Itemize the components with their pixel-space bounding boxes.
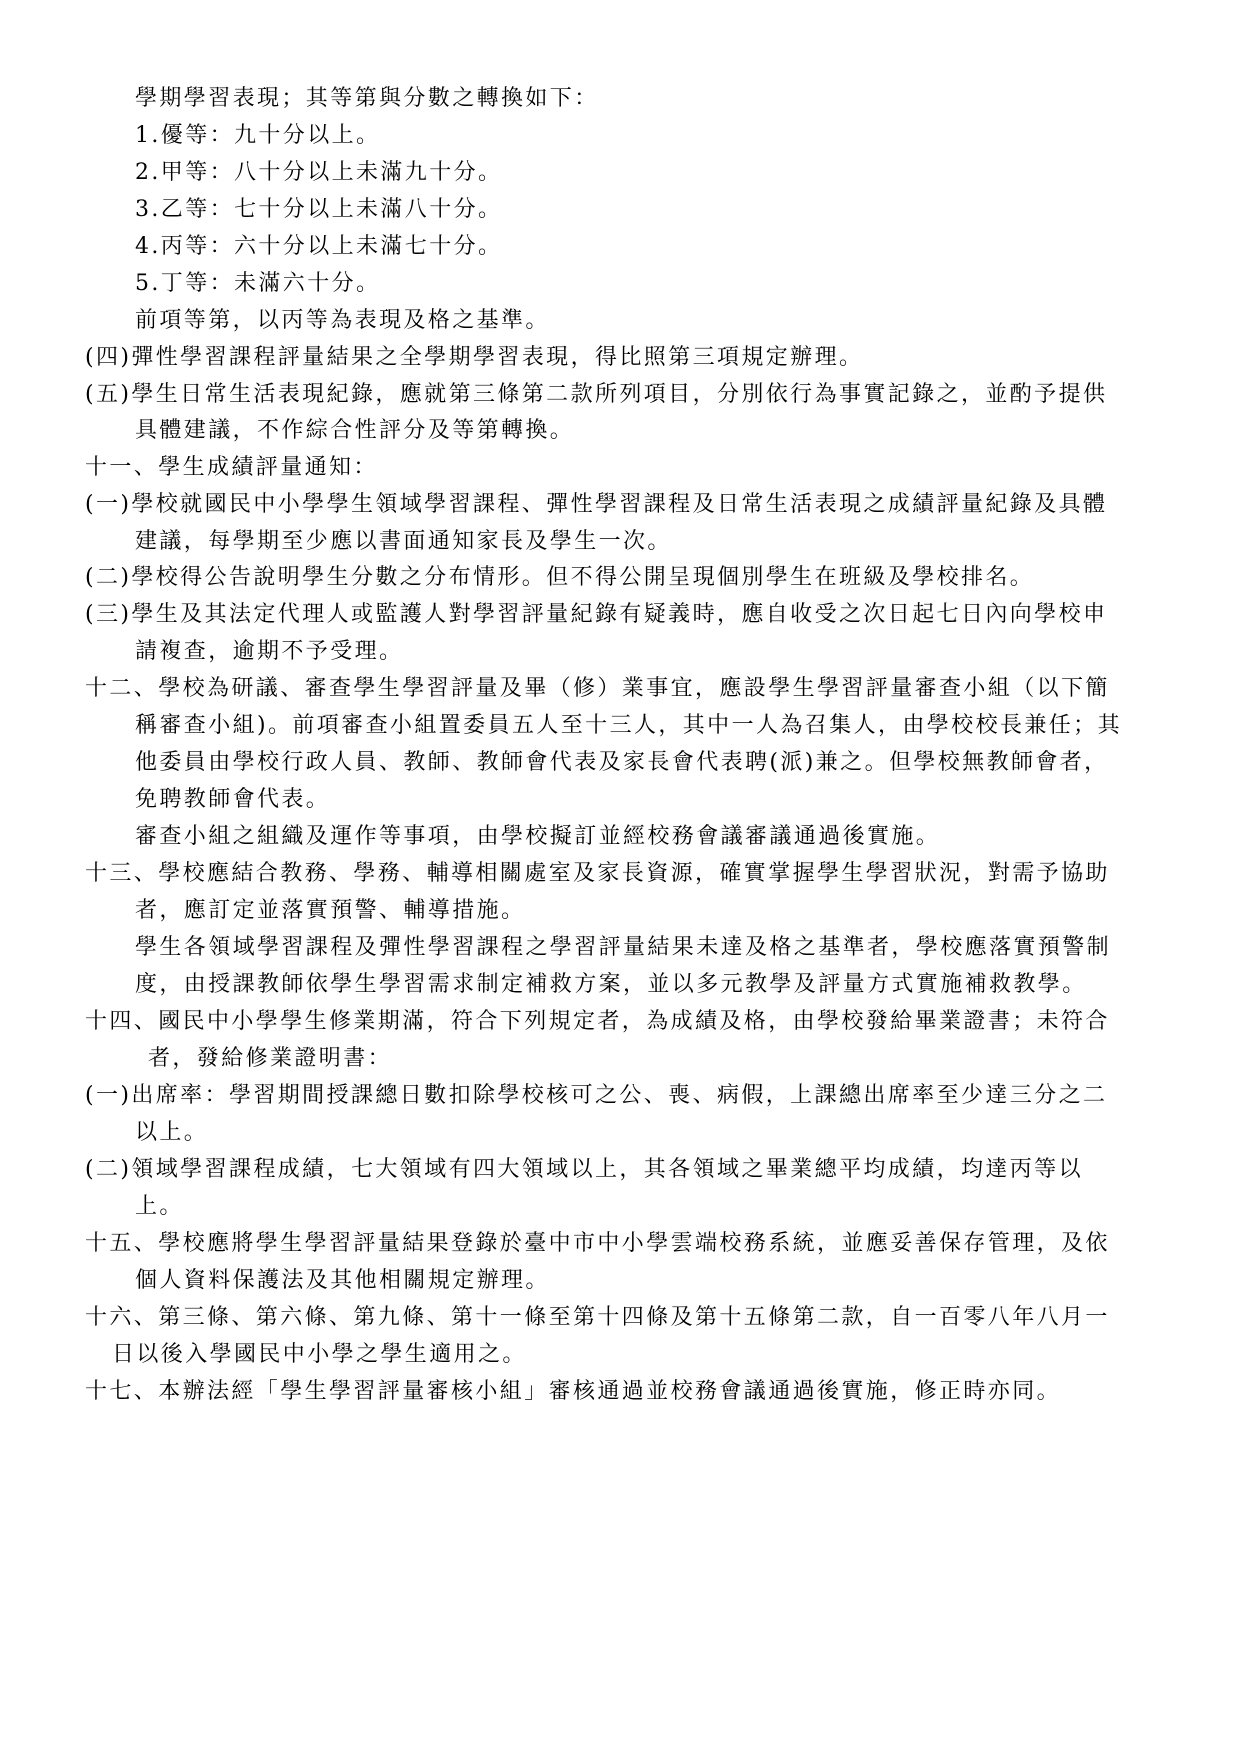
- text-line: (四)彈性學習課程評量結果之全學期學習表現，得比照第三項規定辦理。: [85, 345, 864, 370]
- text-line: (二)領域學習課程成績，七大領域有四大領域以上，其各領域之畢業總平均成績，均達丙等以: [85, 1157, 1083, 1182]
- text-line: 十一、學生成績評量通知：: [85, 455, 378, 480]
- text-line: 上。: [135, 1194, 184, 1219]
- text-line: 2.甲等：八十分以上未滿九十分。: [135, 160, 503, 185]
- text-line: 1.優等：九十分以上。: [135, 123, 381, 148]
- text-line: (三)學生及其法定代理人或監護人對學習評量紀錄有疑義時，應自收受之次日起七日內向學校申: [85, 602, 1108, 627]
- text-line: 者，應訂定並落實預警、輔導措施。: [135, 898, 526, 923]
- text-line: (一)出席率：學習期間授課總日數扣除學校核可之公、喪、病假，上課總出席率至少達三分之二: [85, 1083, 1108, 1108]
- text-line: 個人資料保護法及其他相關規定辦理。: [135, 1268, 550, 1293]
- text-line: 十二、學校為研議、審查學生學習評量及畢（修）業事宜，應設學生學習評量審查小組（以下簡: [85, 676, 1110, 701]
- text-line: 審查小組之組織及運作等事項，由學校擬訂並經校務會議審議通過後實施。: [135, 824, 941, 849]
- text-line: (二)學校得公告說明學生分數之分布情形。但不得公開呈現個別學生在班級及學校排名。: [85, 565, 1035, 590]
- text-line: 他委員由學校行政人員、教師、教師會代表及家長會代表聘(派)兼之。但學校無教師會者，: [135, 750, 1109, 775]
- text-line: 學期學習表現；其等第與分數之轉換如下：: [135, 86, 599, 111]
- text-line: 十五、學校應將學生學習評量結果登錄於臺中市中小學雲端校務系統，並應妥善保存管理，及依: [85, 1231, 1110, 1256]
- text-line: 具體建議，不作綜合性評分及等第轉換。: [135, 418, 575, 443]
- text-line: 度，由授課教師依學生學習需求制定補救方案，並以多元教學及評量方式實施補救教學。: [135, 972, 1087, 997]
- text-line: 4.丙等：六十分以上未滿七十分。: [135, 234, 503, 259]
- text-line: (五)學生日常生活表現紀錄，應就第三條第二款所列項目，分別依行為事實記錄之，並酌予提供: [85, 382, 1108, 407]
- text-line: 十三、學校應結合教務、學務、輔導相關處室及家長資源，確實掌握學生學習狀況，對需予協助: [85, 861, 1110, 886]
- text-line: 建議，每學期至少應以書面通知家長及學生一次。: [135, 529, 672, 554]
- text-line: 5.丁等：未滿六十分。: [135, 271, 381, 296]
- text-line: 十四、國民中小學學生修業期滿，符合下列規定者，為成績及格，由學校發給畢業證書；未符合: [85, 1009, 1110, 1034]
- text-line: (一)學校就國民中小學學生領域學習課程、彈性學習課程及日常生活表現之成績評量紀錄及具體: [85, 492, 1108, 517]
- text-line: 日以後入學國民中小學之學生適用之。: [112, 1342, 527, 1367]
- text-line: 十七、本辦法經「學生學習評量審核小組」審核通過並校務會議通過後實施，修正時亦同。: [85, 1379, 1062, 1404]
- text-line: 前項等第，以丙等為表現及格之基準。: [135, 308, 550, 333]
- text-line: 請複查，逾期不予受理。: [135, 639, 404, 664]
- text-line: 以上。: [135, 1120, 209, 1145]
- text-line: 十六、第三條、第六條、第九條、第十一條至第十四條及第十五條第二款，自一百零八年八月一: [85, 1305, 1110, 1330]
- text-line: 免聘教師會代表。: [135, 787, 331, 812]
- text-line: 3.乙等：七十分以上未滿八十分。: [135, 197, 503, 222]
- text-line: 稱審查小組)。前項審查小組置委員五人至十三人，其中一人為召集人，由學校校長兼任；其: [135, 713, 1122, 738]
- text-line: 學生各領域學習課程及彈性學習課程之學習評量結果未達及格之基準者，學校應落實預警制: [135, 935, 1112, 960]
- text-line: 者，發給修業證明書：: [148, 1046, 393, 1071]
